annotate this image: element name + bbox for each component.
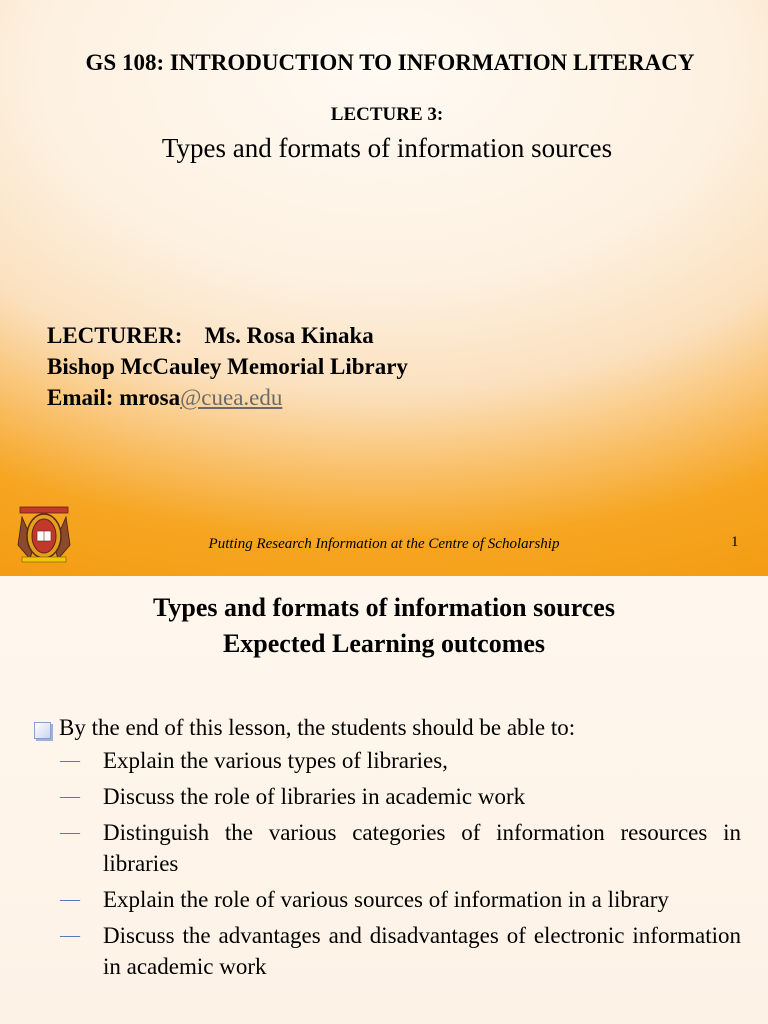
lecturer-row (47, 320, 408, 351)
slide-number: 1 (731, 534, 739, 550)
outcome-item (60, 745, 742, 776)
dash-bullet-icon: — (60, 888, 80, 910)
lecturer-label: LECTURER: (47, 323, 183, 348)
outcome-text: Discuss the role of libraries in academic work (103, 784, 526, 809)
course-title: GS 108: INTRODUCTION TO INFORMATION LITERACY (85, 50, 695, 75)
lecture-number: LECTURE 3: (330, 104, 444, 125)
outcome-item (60, 884, 742, 915)
slide-2-title-line-2: Expected Learning outcomes (222, 629, 546, 658)
slide-2-title-line-1: Types and formats of information sources (153, 593, 615, 622)
lead-bullet (34, 715, 742, 741)
footer-tagline (0, 536, 768, 553)
library-name: Bishop McCauley Memorial Library (47, 354, 408, 379)
dash-bullet-icon: — (60, 785, 80, 807)
lead-text: By the end of this lesson, the students should be able to: (59, 715, 576, 740)
outcome-text: Discuss the advantages and disadvantages of electronic information in academic work (103, 923, 741, 979)
lecture-title: Types and formats of information sources (161, 133, 613, 163)
slide-2-title (0, 590, 768, 662)
dash-bullet-icon: — (60, 821, 80, 843)
outcome-text: Explain the role of various sources of information in a library (103, 887, 669, 912)
outcome-text: Distinguish the various categories of information resources in libraries (103, 820, 741, 876)
dash-bullet-icon: — (60, 924, 80, 946)
email-link[interactable]: @cuea.edu (180, 385, 283, 410)
dash-bullet-icon: — (60, 749, 80, 771)
checkbox-bullet-icon (34, 722, 51, 739)
lecturer-name: Ms. Rosa Kinaka (204, 323, 374, 348)
learning-outcomes (34, 715, 742, 987)
outcome-item (60, 817, 742, 879)
university-logo (14, 505, 74, 563)
outcome-item (60, 781, 742, 812)
email-label: Email: mrosa (47, 385, 181, 410)
outcome-text: Explain the various types of libraries, (103, 748, 448, 773)
footer-tagline-text: Putting Research Information at the Centre of Scholarship (208, 536, 560, 552)
email-row (47, 382, 408, 413)
lecturer-info (47, 320, 408, 413)
outcome-item (60, 920, 742, 982)
